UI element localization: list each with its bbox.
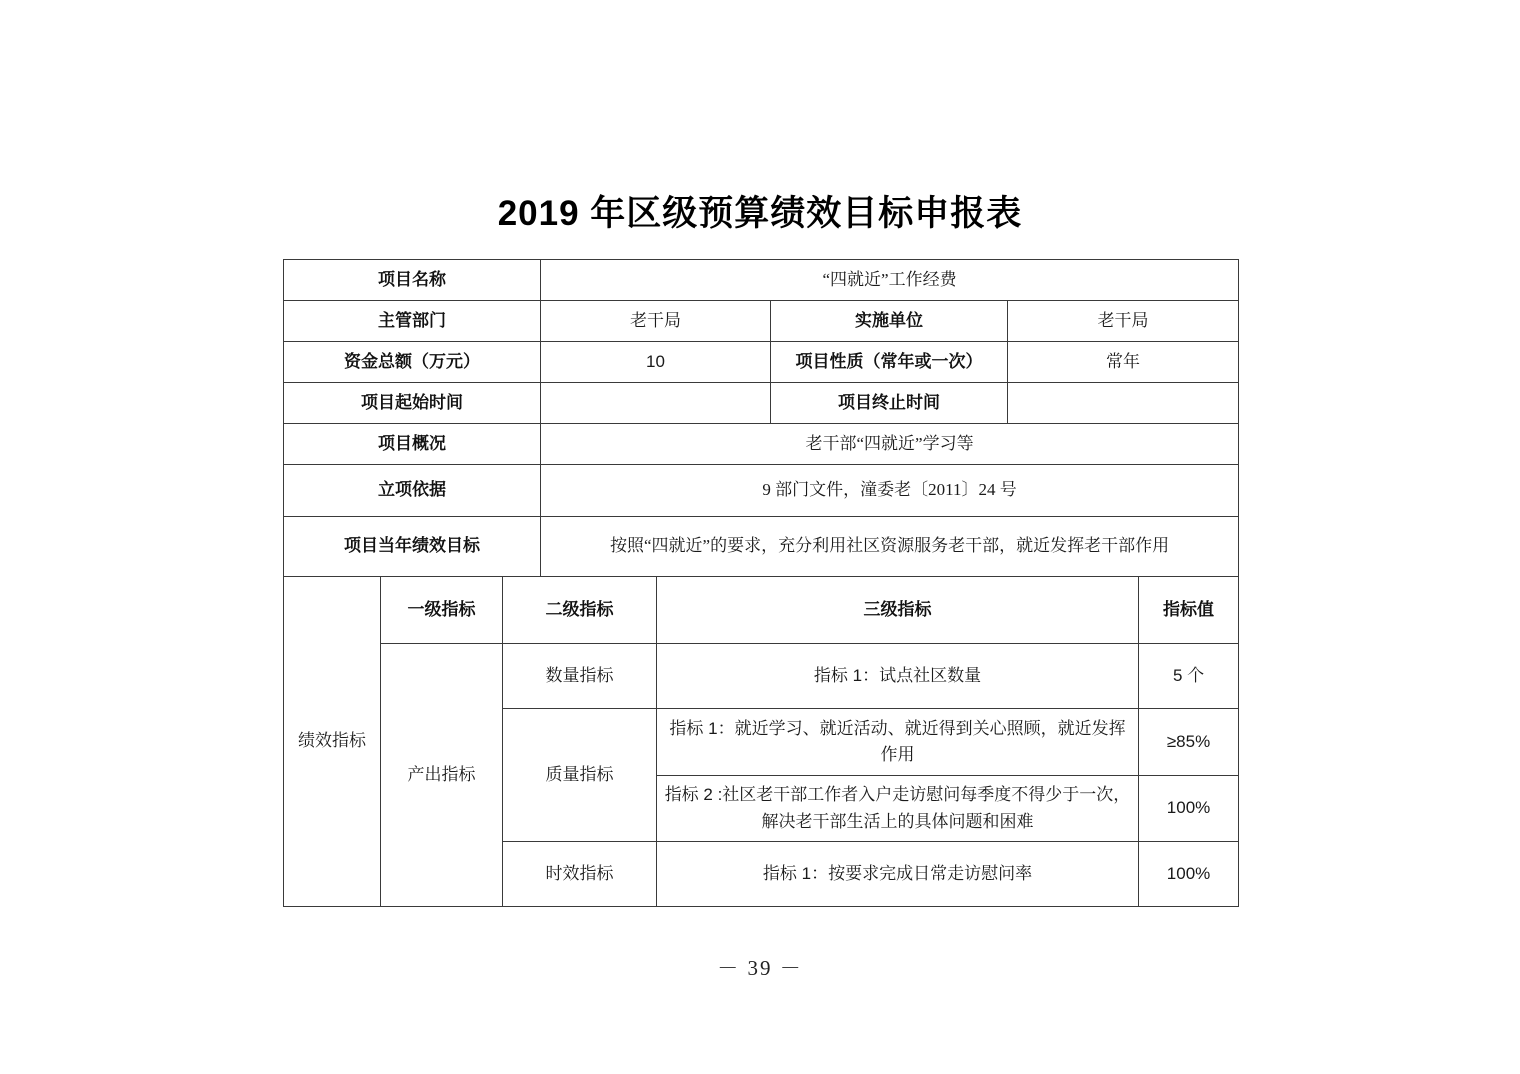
project-name-value: “四就近”工作经费: [541, 260, 1239, 301]
quantity-indicator-detail: 指标 1：试点社区数量: [657, 644, 1139, 709]
implementing-unit-label: 实施单位: [771, 301, 1008, 342]
header-level2: 二级指标: [503, 577, 657, 644]
annual-goal-label: 项目当年绩效目标: [284, 517, 541, 577]
quality-indicator-2-detail: 指标 2 :社区老干部工作者入户走访慰问每季度不得少于一次，解决老干部生活上的具体问题和困难: [657, 776, 1139, 842]
quality-indicator-label: 质量指标: [503, 709, 657, 842]
project-nature-label: 项目性质（常年或一次）: [771, 342, 1008, 383]
annual-goal-value: 按照“四就近”的要求，充分利用社区资源服务老干部，就近发挥老干部作用: [541, 517, 1239, 577]
output-indicator-label: 产出指标: [381, 644, 503, 907]
page-title: 2019 年区级预算绩效目标申报表: [497, 194, 1023, 233]
header-level1: 一级指标: [381, 577, 503, 644]
basis-value: 9 部门文件，潼委老〔2011〕24 号: [541, 465, 1239, 517]
total-fund-label: 资金总额（万元）: [284, 342, 541, 383]
quantity-indicator-label: 数量指标: [503, 644, 657, 709]
page-number: － 39 －: [717, 956, 803, 980]
start-date-value: [541, 383, 771, 424]
start-date-label: 项目起始时间: [284, 383, 541, 424]
quality-indicator-1-detail: 指标 1：就近学习、就近活动、就近得到关心照顾，就近发挥作用: [657, 709, 1139, 776]
implementing-unit-value: 老干局: [1008, 301, 1239, 342]
row-indicator-header: [284, 577, 1239, 644]
timeliness-indicator-value: 100%: [1139, 842, 1239, 907]
overview-label: 项目概况: [284, 424, 541, 465]
total-fund-value: 10: [541, 342, 771, 383]
performance-group-label: 绩效指标: [284, 577, 381, 907]
basis-label: 立项依据: [284, 465, 541, 517]
timeliness-indicator-detail: 指标 1：按要求完成日常走访慰问率: [657, 842, 1139, 907]
header-value: 指标值: [1139, 577, 1239, 644]
supervising-dept-label: 主管部门: [284, 301, 541, 342]
quantity-indicator-value: 5 个: [1139, 644, 1239, 709]
row-basis: [284, 465, 1239, 517]
project-nature-value: 常年: [1008, 342, 1239, 383]
row-overview: [284, 424, 1239, 465]
row-quantity-indicator: [284, 644, 1239, 709]
end-date-label: 项目终止时间: [771, 383, 1008, 424]
row-departments: [284, 301, 1239, 342]
end-date-value: [1008, 383, 1239, 424]
project-name-label: 项目名称: [284, 260, 541, 301]
supervising-dept-value: 老干局: [541, 301, 771, 342]
timeliness-indicator-label: 时效指标: [503, 842, 657, 907]
declaration-table: [283, 259, 1239, 907]
row-project-name: [284, 260, 1239, 301]
row-funding: [284, 342, 1239, 383]
header-level3: 三级指标: [657, 577, 1139, 644]
quality-indicator-2-value: 100%: [1139, 776, 1239, 842]
quality-indicator-1-value: ≥85%: [1139, 709, 1239, 776]
overview-value: 老干部“四就近”学习等: [541, 424, 1239, 465]
row-dates: [284, 383, 1239, 424]
row-annual-goal: [284, 517, 1239, 577]
